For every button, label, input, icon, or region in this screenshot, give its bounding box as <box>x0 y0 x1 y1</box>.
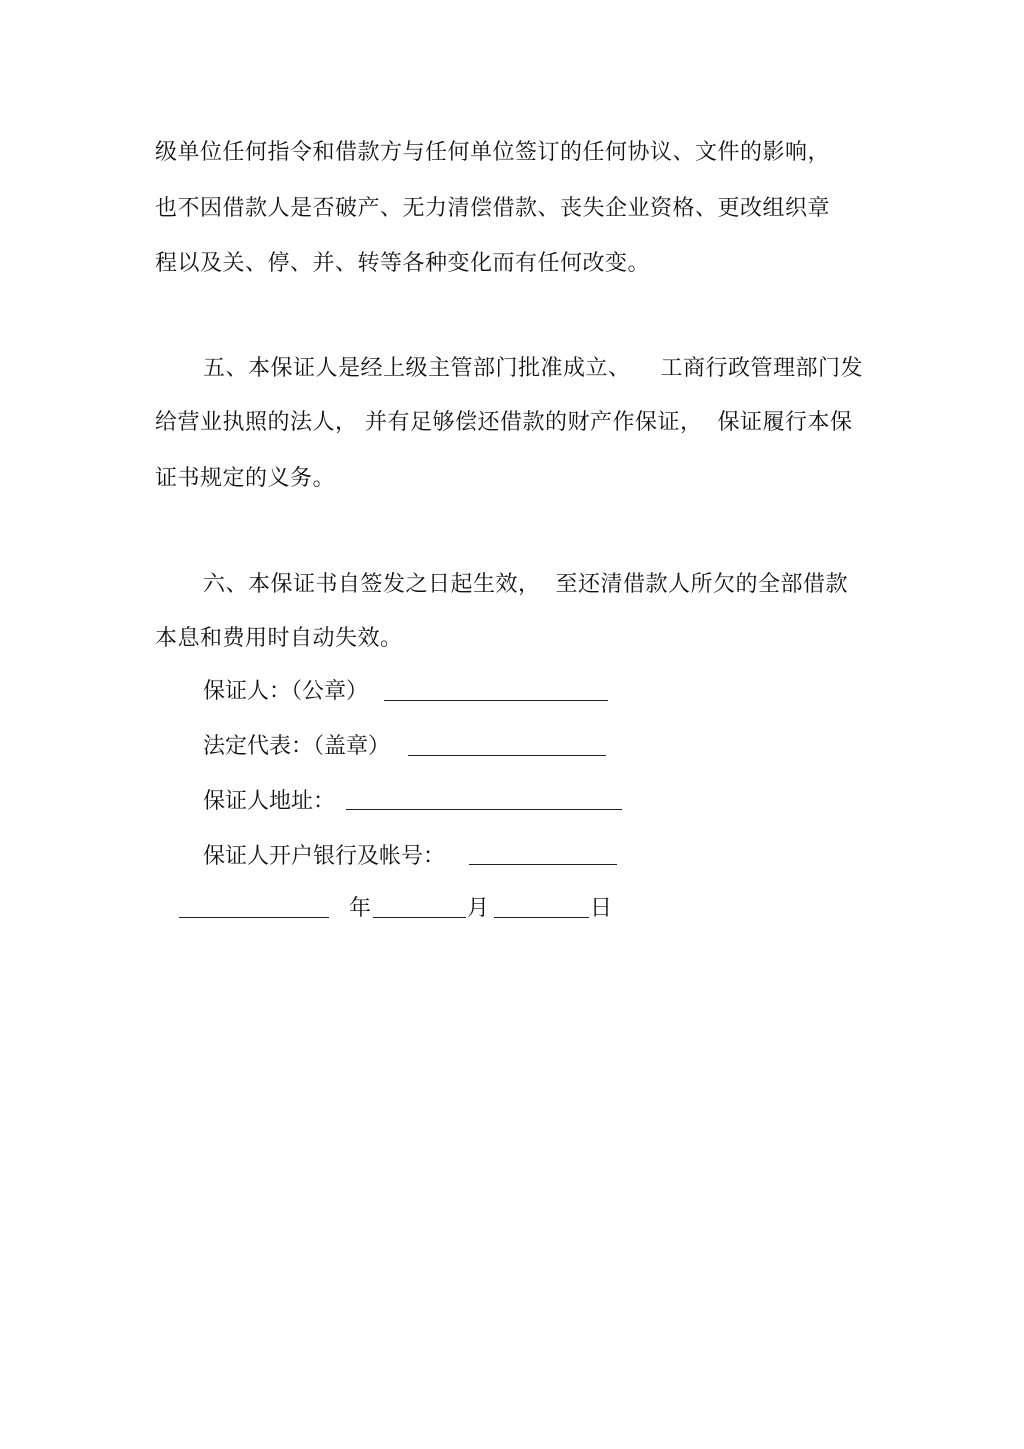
address-blank[interactable] <box>346 809 622 810</box>
bank-account-label: 保证人开户银行及帐号： <box>203 844 446 869</box>
guarantor-seal-blank[interactable] <box>384 700 608 701</box>
clause-5-line: 五、本保证人是经上级主管部门批准成立、 工商行政管理部门发 <box>203 356 863 381</box>
legal-rep-label: 法定代表：（盖章） <box>203 734 391 759</box>
legal-rep-blank[interactable] <box>408 755 606 756</box>
clause-5-line: 给营业执照的法人， 并有足够偿还借款的财产作保证， 保证履行本保 <box>155 410 853 435</box>
address-label: 保证人地址： <box>203 789 336 814</box>
date-year-label: 年 <box>349 896 372 921</box>
clause-6-line: 本息和费用时自动失效。 <box>155 626 403 651</box>
paragraph-line: 也不因借款人是否破产、无力清偿借款、丧失企业资格、更改组织章 <box>155 196 831 221</box>
date-month-label: 月 <box>467 896 490 921</box>
bank-account-blank[interactable] <box>469 864 617 865</box>
clause-5-line: 证书规定的义务。 <box>155 466 336 491</box>
paragraph-line: 级单位任何指令和借款方与任何单位签订的任何协议、文件的影响， <box>155 140 831 165</box>
date-day-label: 日 <box>590 896 613 921</box>
clause-6-line: 六、本保证书自签发之日起生效， 至还清借款人所欠的全部借款 <box>203 572 848 597</box>
date-year-blank[interactable] <box>179 917 329 918</box>
date-month-blank[interactable] <box>373 917 466 918</box>
paragraph-line: 程以及关、停、并、转等各种变化而有任何改变。 <box>155 251 651 276</box>
guarantor-seal-label: 保证人：（公章） <box>203 679 369 704</box>
date-day-blank[interactable] <box>494 917 589 918</box>
